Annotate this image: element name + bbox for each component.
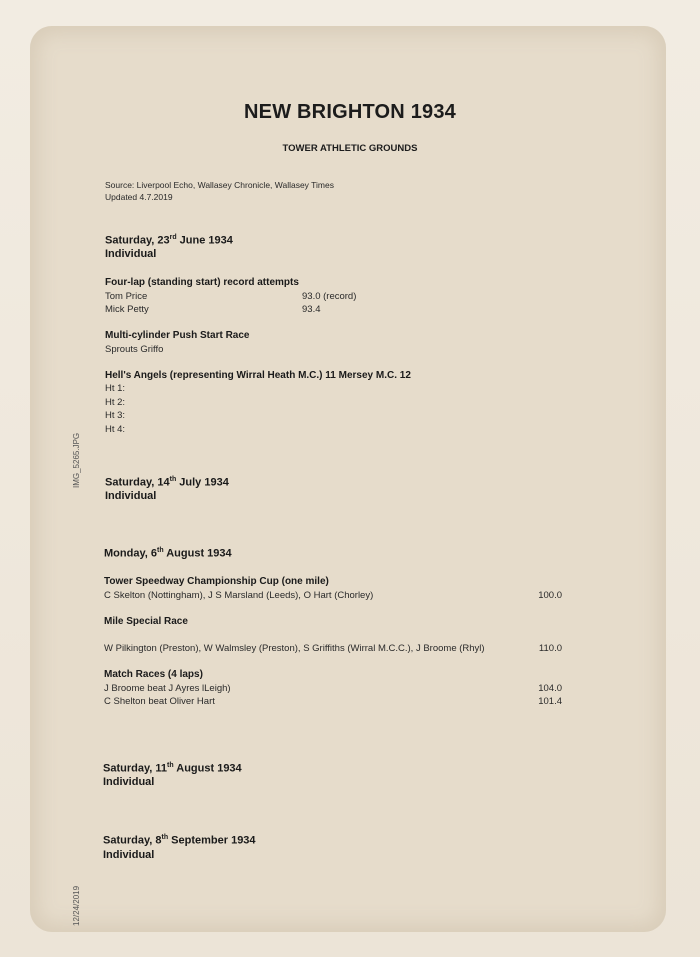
page-title: NEW BRIGHTON 1934: [244, 101, 456, 123]
rider-name: Mick Petty: [105, 304, 149, 315]
event-title: Mile Special Race: [104, 616, 188, 627]
meeting-type: Individual: [105, 490, 157, 502]
source-line: Source: Liverpool Echo, Wallasey Chronicle, Wallasey Times: [105, 180, 334, 190]
meeting-type: Individual: [103, 849, 155, 861]
event-time: 100.0: [538, 590, 562, 601]
page-subtitle: TOWER ATHLETIC GROUNDS: [282, 143, 418, 154]
updated-line: Updated 4.7.2019: [105, 192, 173, 202]
heat-label: Ht 2:: [105, 397, 126, 408]
heat-label: Ht 4:: [105, 424, 126, 435]
heat-label: Ht 3:: [105, 410, 126, 421]
event-winner: Sprouts Griffo: [105, 344, 164, 355]
rider-time: 93.0 (record): [302, 291, 357, 302]
rider-time: 93.4: [302, 304, 321, 315]
margin-filename: IMG_5265.JPG: [72, 432, 81, 488]
event-time: 110.0: [538, 643, 562, 654]
meeting-date: Saturday, 14th July 1934: [105, 476, 229, 489]
event-time: 104.0: [538, 683, 562, 694]
event-title: Multi-cylinder Push Start Race: [105, 330, 250, 341]
meeting-type: Individual: [105, 248, 157, 260]
event-result: C Skelton (Nottingham), J S Marsland (Leeds), O Hart (Chorley): [104, 590, 374, 601]
meeting-date: Saturday, 11th August 1934: [103, 762, 242, 775]
rider-name: Tom Price: [105, 291, 148, 302]
margin-date: 12/24/2019: [72, 885, 81, 926]
event-title: Match Races (4 laps): [104, 669, 203, 680]
event-result: W Pilkington (Preston), W Walmsley (Preston), S Griffiths (Wirral M.C.C.), J Broome (Rhyl): [104, 643, 485, 654]
meeting-type: Individual: [103, 776, 155, 788]
event-title: Hell's Angels (representing Wirral Heath M.C.) 11 Mersey M.C. 12: [105, 370, 411, 381]
event-result: C Shelton beat Oliver Hart: [104, 696, 215, 707]
meeting-date: Saturday, 23rd June 1934: [105, 234, 233, 247]
heat-label: Ht 1:: [105, 383, 126, 394]
event-title: Four-lap (standing start) record attempts: [105, 277, 299, 288]
meeting-date: Saturday, 8th September 1934: [103, 834, 256, 847]
event-result: J Broome beat J Ayres lLeigh): [104, 683, 231, 694]
meeting-date: Monday, 6th August 1934: [104, 547, 232, 560]
event-title: Tower Speedway Championship Cup (one mile): [104, 576, 329, 587]
event-time: 101.4: [538, 696, 562, 707]
